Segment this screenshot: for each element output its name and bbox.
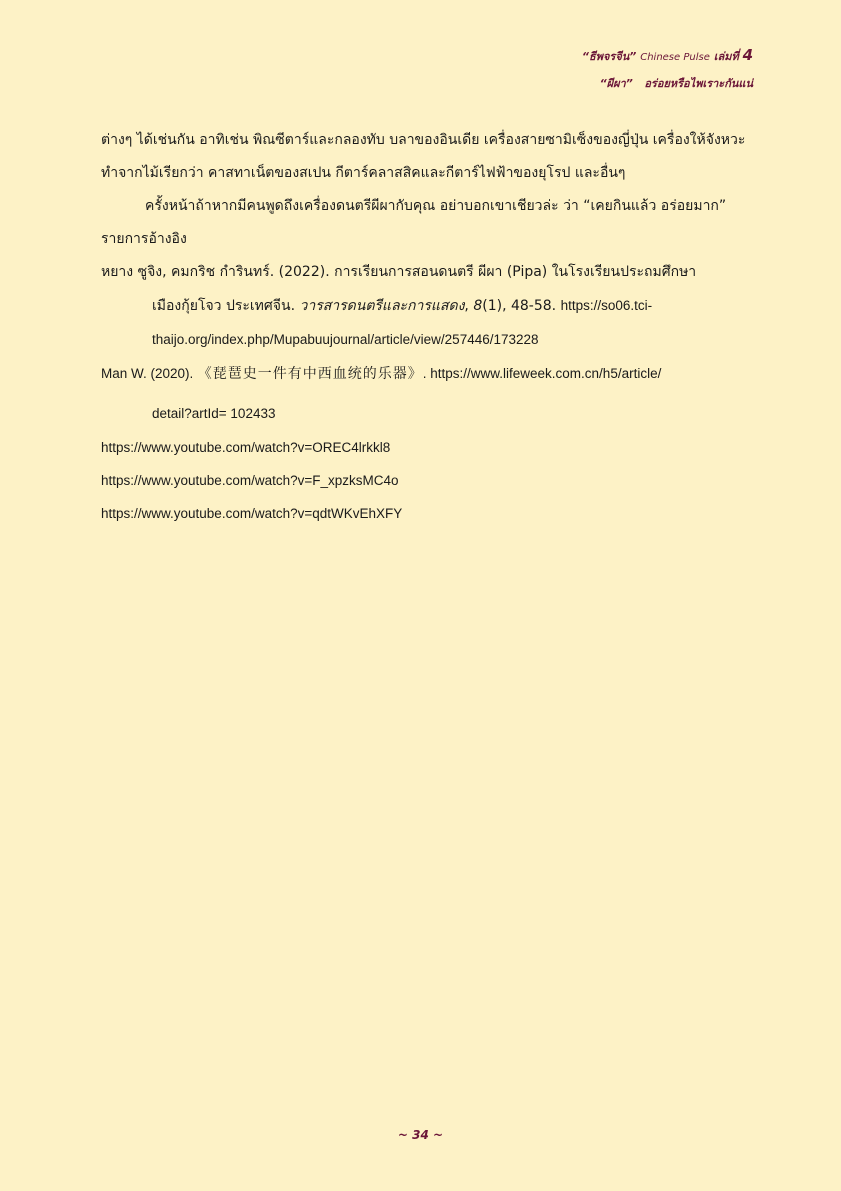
- header-line-1: [582, 42, 753, 71]
- running-header: [582, 42, 753, 97]
- reference-2-url-part2[interactable]: detail?artId= 102433: [152, 406, 276, 421]
- reference-1-url-part2[interactable]: thaijo.org/index.php/Mupabuujournal/article/view/257446/173228: [152, 332, 539, 347]
- series-english: Chinese Pulse: [640, 52, 710, 63]
- paragraph-closing: ครั้งหน้าถ้าหากมีคนพูดถึงเครื่องดนตรีผีผากับคุณ อย่าบอกเขาเชียวล่ะ ว่า “เคยกินแล้ว อร่อยมาก”: [145, 198, 727, 214]
- reference-1-journal: วารสารดนตรีและการแสดง: [299, 298, 465, 314]
- reference-2-author: Man W. (2020).: [101, 366, 194, 381]
- reference-1-url-part1[interactable]: https://so06.tci-: [560, 298, 653, 313]
- issue-label: เล่มที่: [713, 50, 739, 63]
- reference-1-url-line: [101, 323, 751, 357]
- subtitle-topic: “ผีผา”: [599, 77, 633, 90]
- reference-1-location: เมืองกุ้ยโจว ประเทศจีน.: [152, 298, 296, 314]
- series-title: “ธีพจรจีน”: [581, 50, 637, 63]
- reference-1-volume: 8: [473, 298, 483, 314]
- header-line-2: [582, 71, 753, 97]
- paragraph-continuation: ต่างๆ ได้เช่นกัน อาทิเช่น พิณซีตาร์และกลองทับ บลาของอินเดีย เครื่องสายซามิเซ็งของญี่ปุ่น เครื่องให้จังหวะทำจากไม้เรียกว่า คาสทาเน็ตของสเปน กีตาร์คลาสสิคและกีตาร์ไฟฟ้าของยุโรป และอื่นๆ: [101, 132, 746, 181]
- youtube-link-3[interactable]: https://www.youtube.com/watch?v=qdtWKvEhXFY: [101, 506, 403, 521]
- reference-1-continuation: เมืองกุ้ยโจว ประเทศจีน. วารสารดนตรีและการแสดง, 8(1), 48-58. https://so06.tci-: [152, 298, 653, 314]
- youtube-link-2[interactable]: https://www.youtube.com/watch?v=F_xpzksMC4o: [101, 473, 399, 488]
- reference-2-url-line: [101, 397, 751, 431]
- reference-2-lead-line: [101, 357, 751, 391]
- page-body: [101, 124, 751, 530]
- reference-1: [101, 256, 751, 357]
- reference-2-url-part1[interactable]: . https://www.lifeweek.com.cn/h5/article/: [422, 366, 662, 381]
- issue-number: 4: [742, 46, 753, 64]
- references-heading: รายการอ้างอิง: [101, 231, 187, 247]
- youtube-link-1[interactable]: https://www.youtube.com/watch?v=OREC4lrkkl8: [101, 440, 391, 455]
- reference-1-lead: หยาง ซูจิง, คมกริช กำรินทร์. (2022). การเรียนการสอนดนตรี ผีผา (Pipa) ในโรงเรียนประถมศึกษา: [101, 264, 697, 280]
- reference-2: [101, 357, 751, 431]
- reference-1-issue-pages: (1), 48-58.: [482, 298, 557, 314]
- subtitle-text: อร่อยหรือไพเราะกันแน่: [644, 77, 753, 90]
- page-number: ~ 34 ~: [397, 1128, 444, 1142]
- reference-2-title: 《琵琶史一件有中西血统的乐器》: [197, 366, 423, 382]
